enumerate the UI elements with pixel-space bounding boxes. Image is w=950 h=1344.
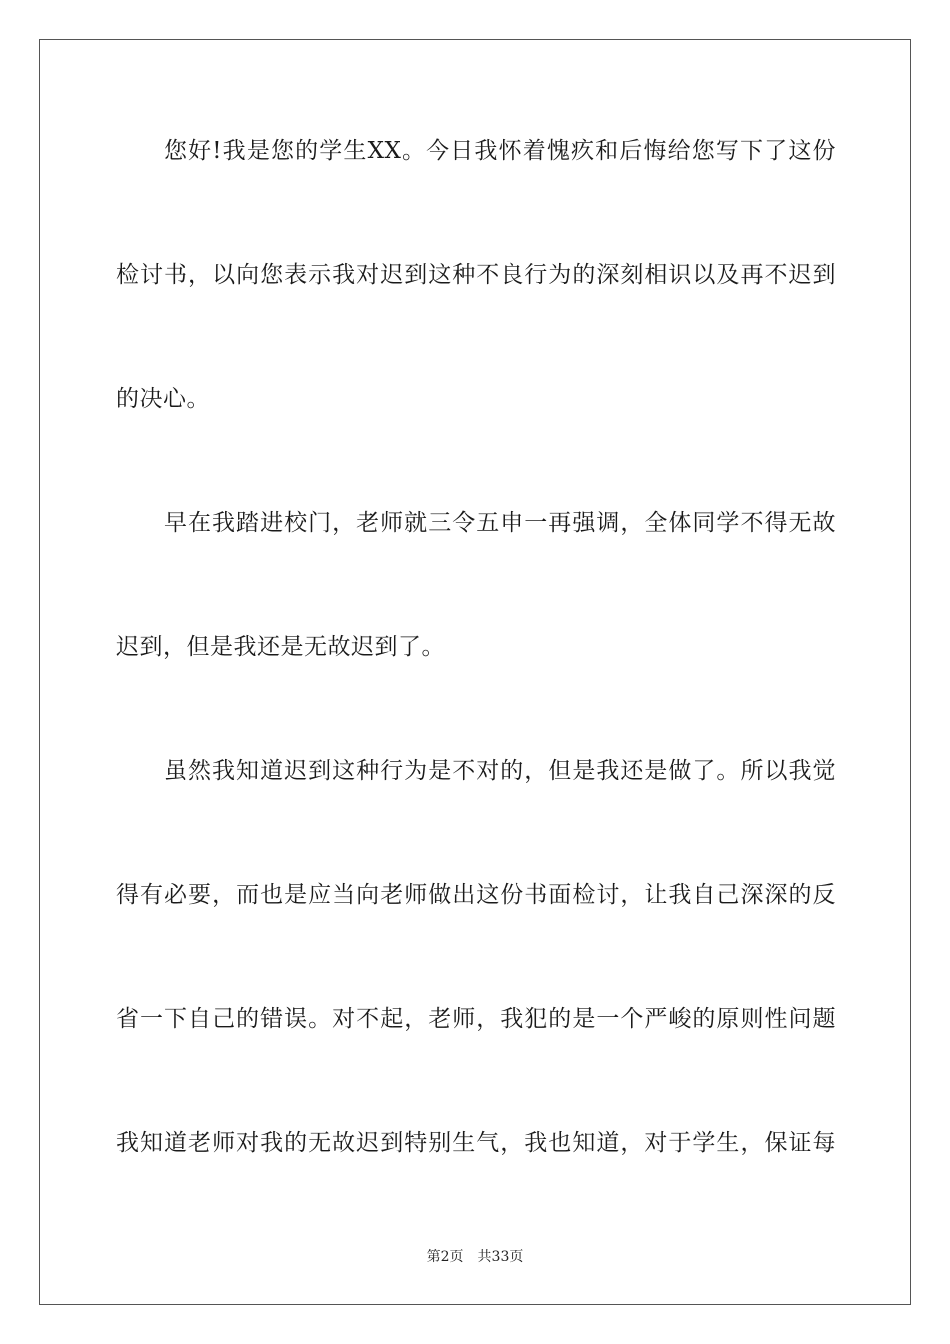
page-footer [0, 1248, 950, 1266]
paragraph-2-line-1: 早在我踏进校门，老师就三令五申一再强调，全体同学不得无故 [164, 510, 836, 536]
paragraph-3-line-1: 虽然我知道迟到这种行为是不对的，但是我还是做了。所以我觉 [164, 758, 836, 784]
page-number: 第2页 [426, 1249, 464, 1265]
paragraph-3-line-2: 得有必要，而也是应当向老师做出这份书面检讨，让我自己深深的反 [116, 882, 836, 908]
total-pages: 共33页 [477, 1249, 524, 1265]
paragraph-1-line-2: 检讨书，以向您表示我对迟到这种不良行为的深刻相识以及再不迟到 [116, 262, 836, 288]
paragraph-3-line-4: 我知道老师对我的无故迟到特别生气，我也知道，对于学生，保证每 [116, 1130, 836, 1156]
paragraph-3-line-3: 省一下自己的错误。对不起，老师，我犯的是一个严峻的原则性问题 [116, 1006, 836, 1032]
paragraph-2-line-2: 迟到，但是我还是无故迟到了。 [116, 634, 445, 660]
paragraph-1-line-1: 您好!我是您的学生XX。今日我怀着愧疚和后悔给您写下了这份 [164, 138, 836, 164]
page-border [39, 39, 911, 1305]
paragraph-1-line-3: 的决心。 [116, 386, 210, 412]
